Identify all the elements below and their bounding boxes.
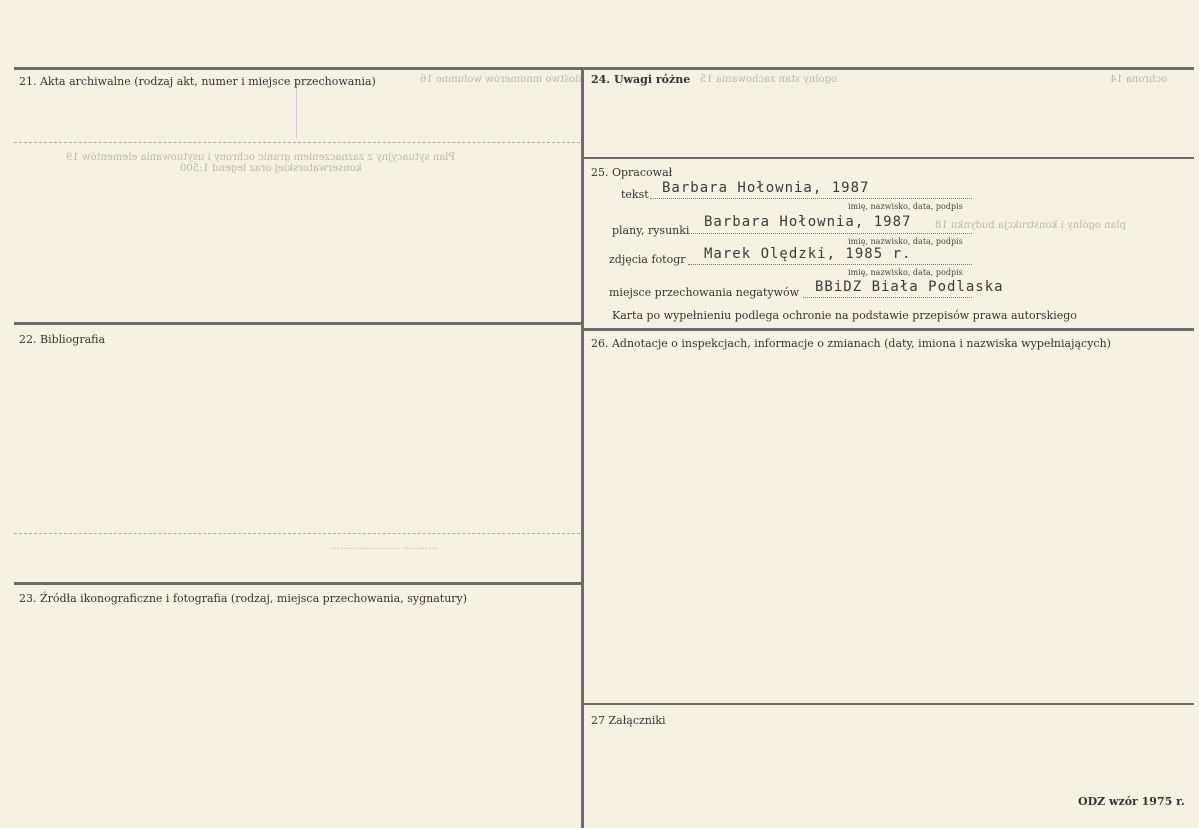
ghost-text-7: ...................... ...........	[330, 541, 439, 552]
negatywy-value: BBiDZ Biała Podlaska	[815, 279, 1004, 295]
ghost-text-3: konserwatorskiej oraz legend 1:500	[180, 163, 362, 174]
rule-25-26	[584, 328, 1194, 331]
plany-value: Barbara Hołownia, 1987	[704, 214, 912, 230]
rule-top-right	[584, 67, 1194, 70]
form-footer: ODZ wzór 1975 r.	[1078, 795, 1185, 808]
rule-22-23	[14, 582, 581, 585]
section-24-title: 24. Uwagi różne	[591, 73, 691, 86]
center-divider	[581, 67, 584, 828]
zdjecia-caption: imię, nazwisko, data, podpis	[848, 268, 963, 277]
copyright-notice: Karta po wypełnieniu podlega ochronie na podstawie przepisów prawa autorskiego	[612, 309, 1077, 322]
ghost-text-2: Plan sytuacyjny z zaznaczeniem granic ochrony i usytuowania elementów 19	[66, 152, 456, 163]
rule-26-27	[584, 703, 1194, 705]
negatywy-label: miejsce przechowania negatywów	[609, 286, 800, 299]
rule-top-left	[14, 67, 582, 70]
section-21-title: 21. Akta archiwalne (rodzaj akt, numer i miejsce przechowania)	[19, 75, 376, 88]
plany-caption: imię, nazwisko, data, podpis	[848, 237, 963, 246]
tekst-line	[650, 198, 972, 199]
plany-label: plany, rysunki	[612, 224, 690, 237]
rule-21-22	[14, 322, 581, 325]
section-27-title: 27 Załączniki	[591, 714, 666, 727]
section-22-title: 22. Bibliografia	[19, 333, 106, 346]
faint-line-b	[14, 533, 580, 534]
tekst-caption: imię, nazwisko, data, podpis	[848, 202, 963, 211]
section-25-title: 25. Opracował	[591, 166, 673, 179]
zdjecia-label: zdjęcia fotogr	[609, 253, 686, 266]
zdjecia-line	[688, 264, 972, 265]
zdjecia-value: Marek Olędzki, 1985 r.	[704, 246, 912, 262]
plany-line	[688, 233, 972, 234]
ghost-text-4: ogólny stan zachowania 15	[700, 74, 837, 85]
ghost-text-1: ilośtwo mnumerów wolumne 16	[420, 74, 582, 85]
section-26-title: 26. Adnotacje o inspekcjach, informacje o zmianach (daty, imiona i nazwiska wypełniających)	[591, 337, 1111, 350]
ghost-text-5: ochrona 14	[1110, 74, 1168, 85]
faint-line-a	[14, 142, 580, 143]
ghost-text-6: plan ogólny i konstrukcja budynku 18	[935, 220, 1126, 231]
section-23-title: 23. Źródła ikonograficzne i fotografia (rodzaj, miejsca przechowania, sygnatury)	[19, 592, 468, 605]
negatywy-line	[803, 297, 972, 298]
tekst-value: Barbara Hołownia, 1987	[662, 180, 870, 196]
tekst-label: tekst	[621, 188, 649, 201]
rule-24-25	[584, 157, 1194, 159]
